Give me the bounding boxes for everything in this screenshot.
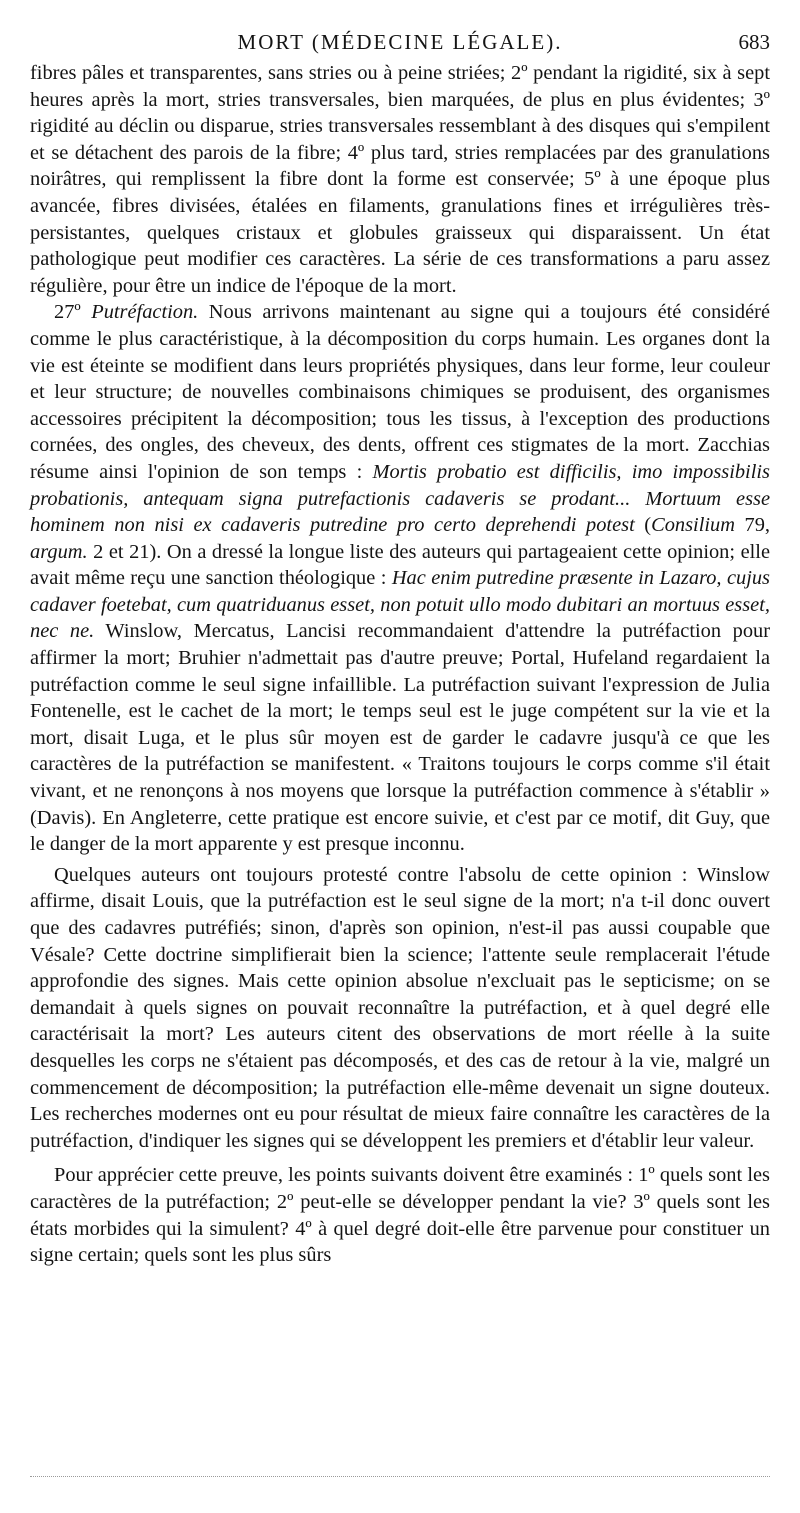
- section-heading: Putréfaction.: [91, 301, 199, 324]
- paragraph-questions: Pour apprécier cette preuve, les points suivants doivent être examinés : 1º quels sont les caractères de la putréfaction; 2º peut-elle se développer pendant la vie? 3º quels sont les états morbides qui la simulent? 4º à quel degré doit-elle être parvenue pour constituer un signe certain; quels sont les plus sûrs: [30, 1164, 770, 1267]
- paragraph-objections: Quelques auteurs ont toujours protesté contre l'absolu de cette opinion : Winslow affirme, disait Louis, que la putréfaction est le seul signe de la mort; n'a t-il donc ouvert que des cadavres putréfiés; sinon, d'après son opinion, n'est-il pas aussi coupable que Vésale? Cette doctrine simplifierait bien la science; l'attente seule remplacerait l'étude approfondie des signes. Mais cette opinion absolue n'excluait pas le septicisme; on se demandait à quels signes on pouvait reconnaître la putréfaction, et à quel degré elle caractérisait la mort? Les auteurs citent des observations de mort réelle à la suite desquelles les corps ne s'étaient pas décomposés, et des cas de retour à la vie, malgré un commencement de décomposition; la putréfaction elle-même devenait un signe douteux. Les recherches modernes ont eu pour résultat de mieux faire connaître les caractères de la putréfaction, d'indiquer les signes qui se développent les premiers et d'établir leur valeur.: [30, 863, 770, 1152]
- paragraph-muscle-fibres: fibres pâles et transparentes, sans stries ou à peine striées; 2º pendant la rigidité, six à sept heures après la mort, stries transversales, bien marquées, de plus en plus évidentes; 3º rigidité au déclin ou disparue, stries transversales ressemblant à des disques qui s'empilent et se détachent des parois de la fibre; 4º plus tard, stries remplacées par des granulations noirâtres, qui remplissent la fibre dont la forme est conservée; 5º à une époque plus avancée, fibres divisées, étalées en filaments, granulations fines et irrégulières très-persistantes, quelques cristaux et globules graisseux qui disparaissent. Un état pathologique peut modifier ces caractères. La série de ces transformations a paru assez régulière, pour être un indice de l'époque de la mort.: [30, 62, 770, 297]
- running-header: [30, 30, 770, 58]
- body-text: [30, 60, 770, 1269]
- paragraph-text: 79,: [734, 514, 771, 537]
- paragraph-putrefaction: [30, 299, 770, 857]
- latin-quotation: Hac enim putredine præsente in Lazaro, cujus cadaver foetebat, cum quatriduanus esset, non potuit ullo modo dubitari an mortuus esset, nec ne.: [30, 567, 770, 643]
- citation-argument: argum.: [30, 540, 88, 563]
- paragraph-text: Winslow, Mercatus, Lancisi recommandaient d'attendre la putréfaction pour affirmer la mort; Bruhier n'admettait pas d'autre preuve; Portal, Hufeland regardaient la putréfaction comme le seul signe infaillible. La putréfaction suivant l'expression de Julia Fontenelle, est le cachet de la mort; le temps seul est le juge compétent sur la vie et la mort, disait Luga, et le plus sûr moyen est de garder le cadavre jusqu'à ce que les caractères de la putréfaction se manifestent. « Traitons toujours le corps comme s'il était vivant, et ne renonçons à nos moyens que lorsque la putréfaction commence à s'établir » (Davis). En Angleterre, cette pratique est encore suivie, et c'est par ce motif, dit Guy, que le danger de la mort apparente y est presque inconnu.: [30, 620, 770, 856]
- citation-source: Consilium: [651, 514, 735, 537]
- paragraph-text: Nous arrivons maintenant au signe qui a toujours été considéré comme le plus caractéristique, à la décomposition du corps humain. Les organes dont la vie est éteinte se modifient dans leurs propriétés physiques, dans leur forme, leur couleur et leur structure; de nouvelles combinaisons chimiques se produisent, des organismes accessoires précipitent la décomposition; tous les tissus, à l'exception des productions cornées, des ongles, des cheveux, des dents, offrent ces stigmates de la mort. Zacchias résume ainsi l'opinion de son temps :: [30, 301, 771, 483]
- footer-dotted-rule: [30, 1476, 770, 1477]
- running-title: MORT (MÉDECINE LÉGALE).: [237, 30, 563, 54]
- latin-quotation: Mortis probatio est difficilis, imo impossibilis probationis, antequam signa putrefactionis cadaveris se prodant... Mortuum esse hominem non nisi ex cadaveris putredine pro certo deprehendi potest: [30, 460, 770, 537]
- paragraph-text: (: [634, 514, 652, 537]
- page-number: 683: [738, 30, 770, 54]
- paragraph-text: 2 et 21). On a dressé la longue liste des auteurs qui partageaient cette opinion; elle avait même reçu une sanction théologique :: [30, 540, 770, 590]
- section-number: 27º: [54, 301, 92, 324]
